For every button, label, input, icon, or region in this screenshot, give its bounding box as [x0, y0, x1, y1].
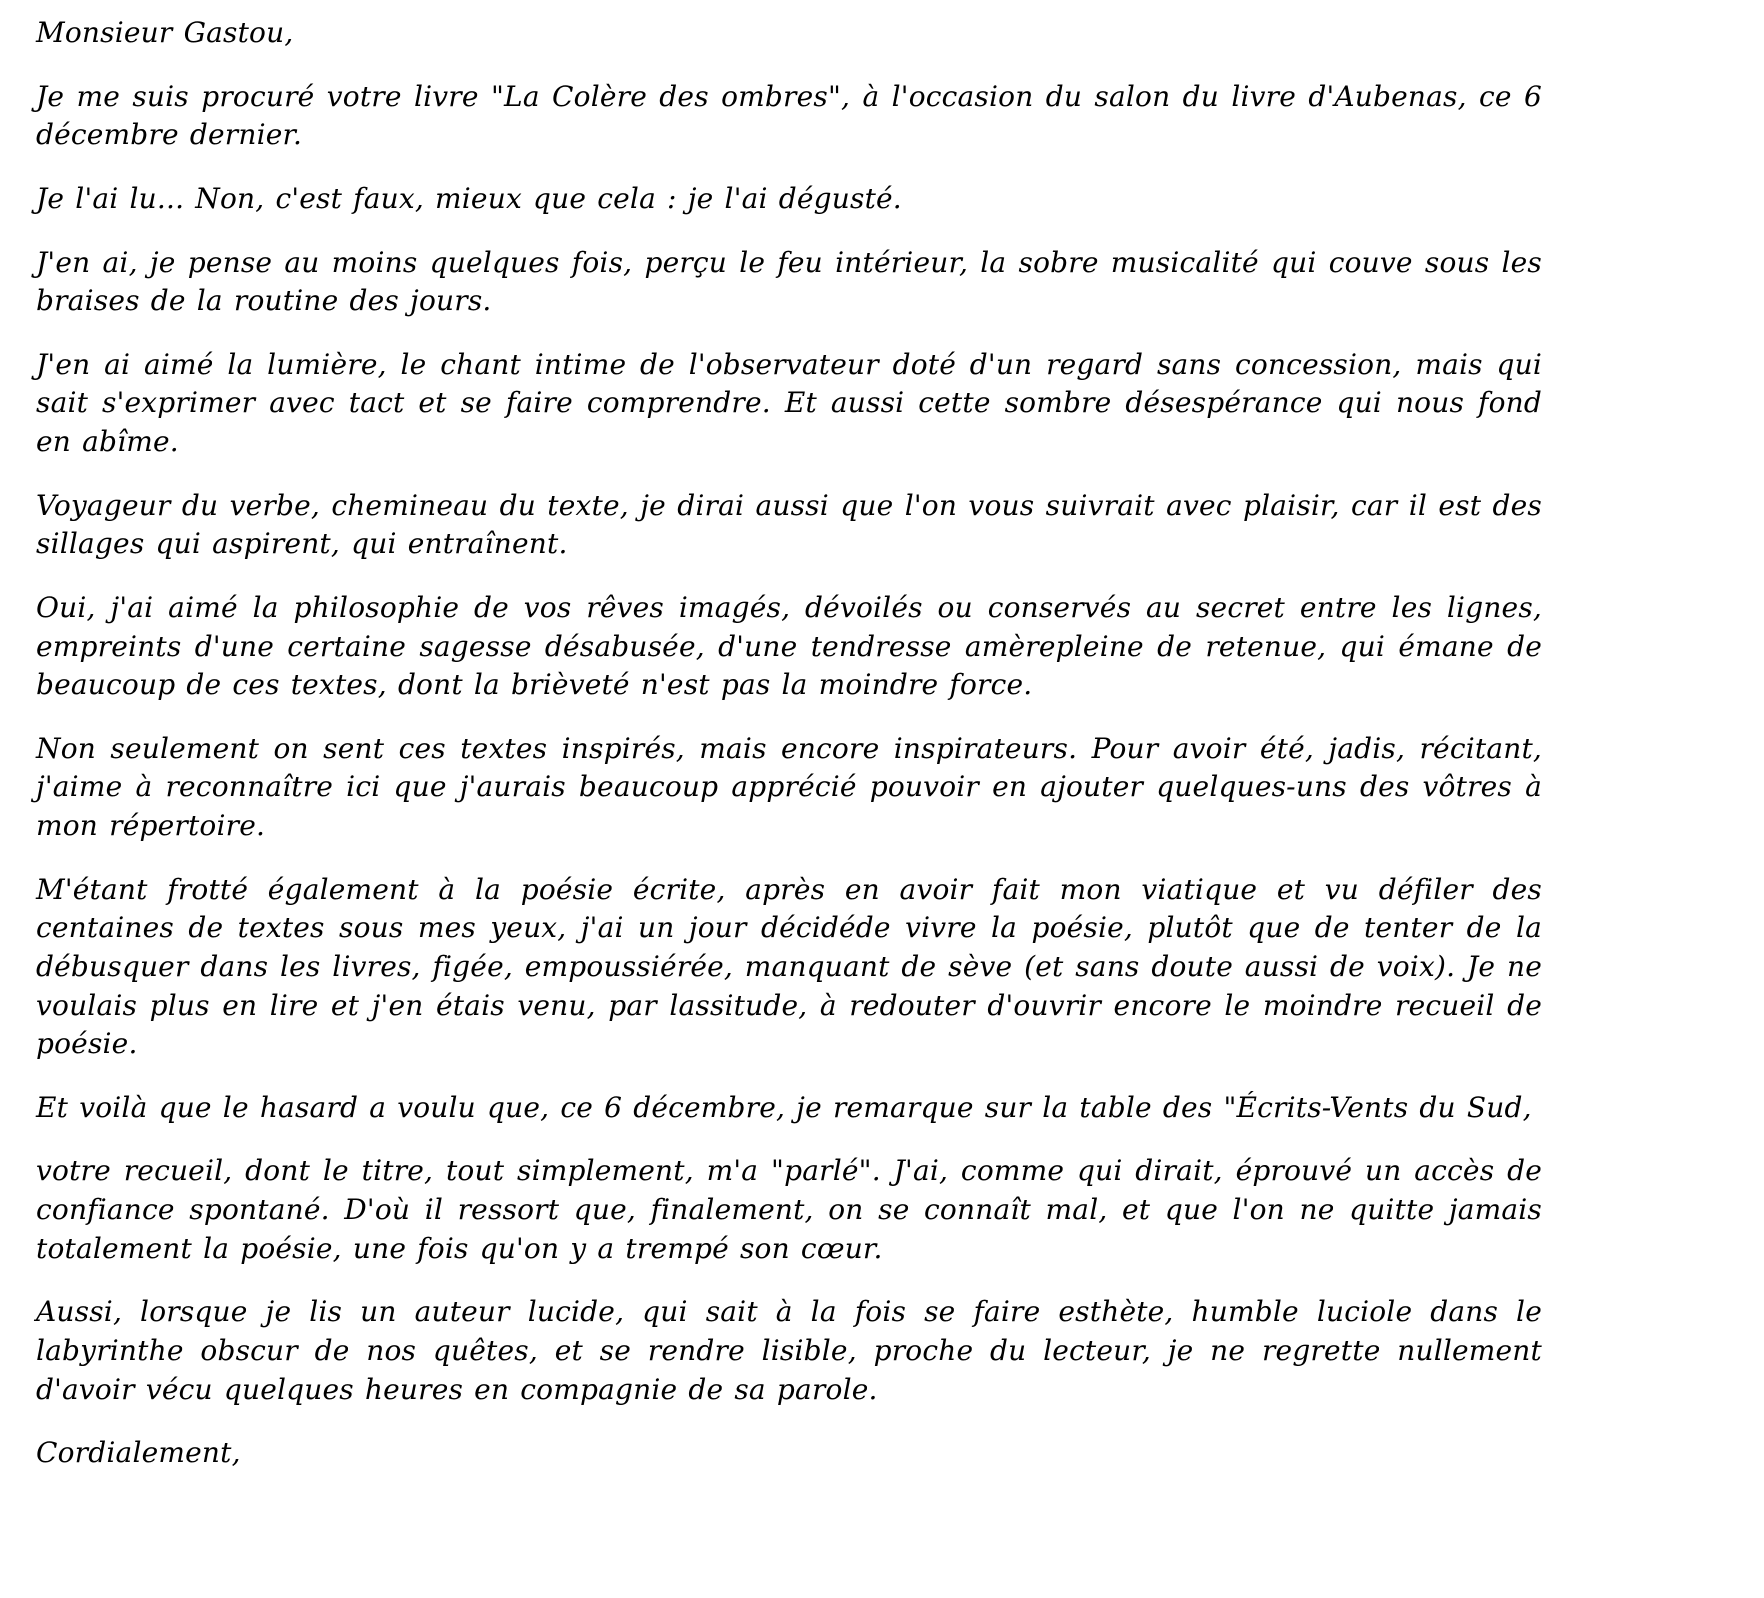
letter-paragraph: Je me suis procuré votre livre "La Colère des ombres", à l'occasion du salon du livre d'Aubenas, ce 6 décembre dernier. — [36, 79, 1542, 152]
letter-paragraph: M'étant frotté également à la poésie écrite, après en avoir fait mon viatique et vu défiler des centaines de textes sous mes yeux, j'ai un jour décidéde vivre la poésie, plutôt que de tenter de la débusquer dans les livres, figée, empoussiérée, manquant de sève (et sans doute aussi de voix). Je ne voulais plus en lire et j'en étais venu, par lassitude, à redouter d'ouvrir encore le moindre recueil de poésie. — [36, 872, 1542, 1061]
letter-paragraph: Je l'ai lu... Non, c'est faux, mieux que cela : je l'ai dégusté. — [36, 181, 902, 215]
letter-paragraph: Non seulement on sent ces textes inspirés, mais encore inspirateurs. Pour avoir été, jadis, récitant, j'aime à reconnaître ici que j'aurais beaucoup apprécié pouvoir en ajouter quelques-uns des vôtres à mon répertoire. — [36, 731, 1542, 842]
letter-paragraph: votre recueil, dont le titre, tout simplement, m'a "parlé". J'ai, comme qui dirait, éprouvé un accès de confiance spontané. D'où il ressort que, finalement, on se connaît mal, et que l'on ne quitte jamais totalement la poésie, une fois qu'on y a trempé son cœur. — [36, 1154, 1542, 1265]
letter-paragraph: Oui, j'ai aimé la philosophie de vos rêves imagés, dévoilés ou conservés au secret entre les lignes, empreints d'une certaine sagesse désabusée, d'une tendresse amèrepleine de retenue, qui émane de beaucoup de ces textes, dont la brièveté n'est pas la moindre force. — [36, 590, 1542, 702]
letter-paragraph: Voyageur du verbe, chemineau du texte, je dirai aussi que l'on vous suivrait avec plaisir, car il est des sillages qui aspirent, qui entraînent. — [36, 488, 1542, 561]
letter-closing: Cordialement, — [36, 1436, 241, 1470]
letter-salutation: Monsieur Gastou, — [36, 16, 294, 49]
letter-paragraph: J'en ai, je pense au moins quelques fois, perçu le feu intérieur, la sobre musicalité qui couve sous les braises de la routine des jours. — [36, 245, 1542, 318]
letter-paragraph: Aussi, lorsque je lis un auteur lucide, qui sait à la fois se faire esthète, humble luciole dans le labyrinthe obscur de nos quêtes, et se rendre lisible, proche du lecteur, je ne regrette nullement d'avoir vécu quelques heures en compagnie de sa parole. — [36, 1295, 1542, 1406]
letter-paragraph: Et voilà que le hasard a voulu que, ce 6 décembre, je remarque sur la table des "Écrits-Vents du Sud, — [36, 1090, 1532, 1124]
letter-paragraph: J'en ai aimé la lumière, le chant intime de l'observateur doté d'un regard sans concession, mais qui sait s'exprimer avec tact et se faire comprendre. Et aussi cette sombre désespérance qui nous fond en abîme. — [36, 347, 1542, 458]
